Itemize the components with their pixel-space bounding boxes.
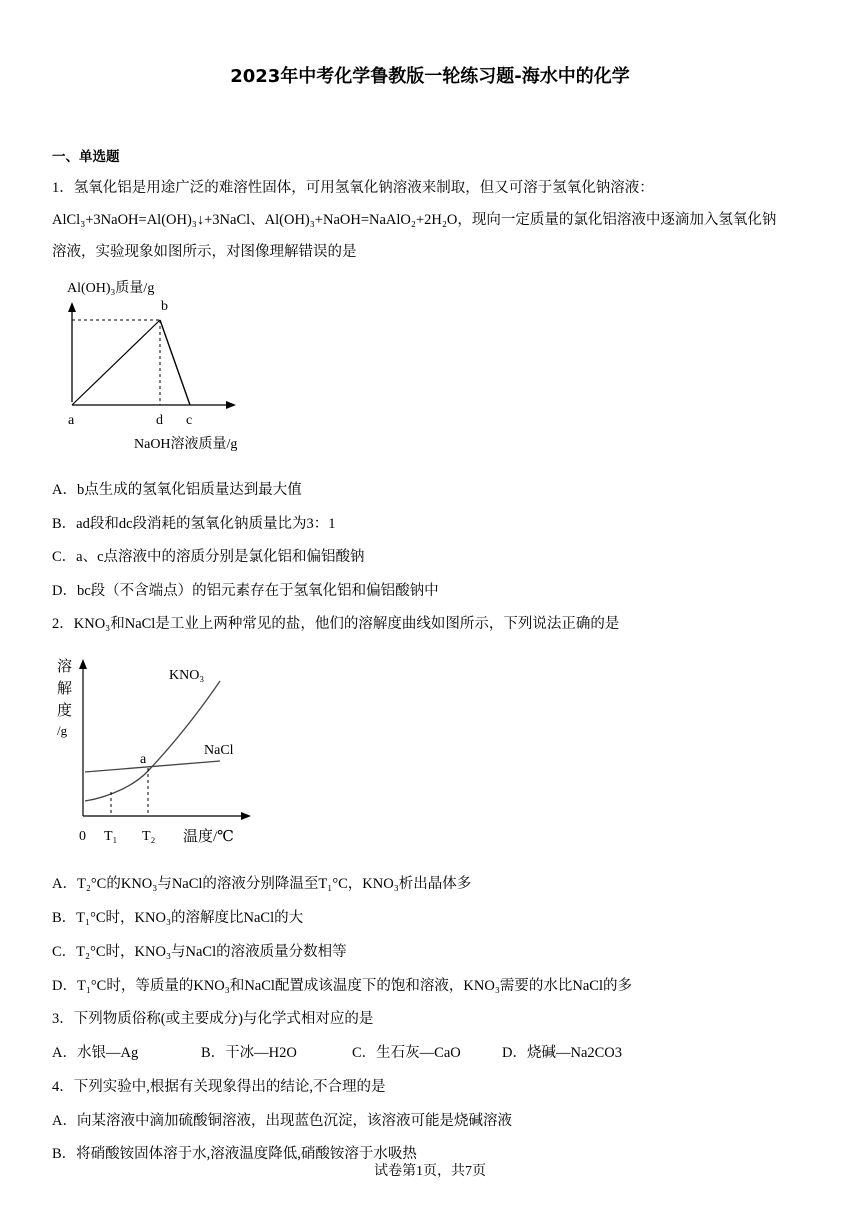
section-heading: 一、单选题 — [52, 149, 120, 165]
q2-option-b: B．T₁°C时，KNO₃的溶解度比NaCl的大 — [52, 910, 304, 926]
q1-stem-line1: 1．氢氧化铝是用途广泛的难溶性固体，可用氢氧化钠溶液来制取，但又可溶于氢氧化钠溶液： — [52, 180, 654, 196]
q2-stem: 2．KNO₃和NaCl是工业上两种常见的盐，他们的溶解度曲线如图所示，下列说法正确的是 — [52, 616, 620, 632]
q2-chart-xlabel: 温度/℃ — [183, 829, 234, 845]
q2-chart — [55, 653, 270, 853]
q2-option-c: C．T₂°C时，KNO₃与NaCl的溶液质量分数相等 — [52, 944, 347, 960]
q2-ylabel-2: 解 — [57, 681, 73, 697]
q1-option-c: C．a、c点溶液中的溶质分别是氯化铝和偏铝酸钠 — [52, 549, 365, 565]
q2-series-kno3: KNO₃ — [169, 668, 205, 683]
page-footer: 试卷第1页，共7页 — [374, 1164, 486, 1179]
q2-point-a: a — [140, 752, 147, 767]
q1-point-c: c — [186, 413, 193, 428]
q1-x-arrow — [226, 401, 236, 409]
q4-option-a: A．向某溶液中滴加硫酸铜溶液，出现蓝色沉淀，该溶液可能是烧碱溶液 — [52, 1113, 512, 1129]
q2-tick-t2: T₂ — [142, 829, 156, 844]
q4-option-b: B．将硝酸铵固体溶于水,溶液温度降低,硝酸铵溶于水吸热 — [52, 1146, 417, 1162]
q3-option-d: D．烧碱—Na2CO3 — [502, 1045, 623, 1061]
q1-option-d: D．bc段（不含端点）的铝元素存在于氢氧化铝和偏铝酸钠中 — [52, 583, 439, 599]
q2-option-d: D．T₁°C时，等质量的KNO₃和NaCl配置成该温度下的饱和溶液，KNO₃需要的水比NaCl的多 — [52, 978, 633, 994]
q1-y-arrow — [68, 302, 76, 312]
q1-point-d: d — [156, 413, 163, 428]
q1-stem-line2: AlCl₃+3NaOH=Al(OH)₃↓+3NaCl、Al(OH)₃+NaOH=NaAlO₂+2H₂O，现向一定质量的氯化铝溶液中逐滴加入氢氧化钠 — [52, 212, 777, 228]
q2-series-nacl: NaCl — [204, 743, 234, 758]
q1-curve-fall — [160, 320, 190, 405]
q2-ylabel-3: 度 — [57, 703, 73, 719]
q1-point-a: a — [68, 413, 75, 428]
q1-chart — [60, 272, 260, 457]
q3-option-c: C．生石灰—CaO — [352, 1045, 461, 1061]
q2-tick-0: 0 — [79, 829, 86, 844]
q1-curve-rise — [72, 320, 160, 405]
page-title: 2023年中考化学鲁教版一轮练习题-海水中的化学 — [230, 66, 630, 87]
q2-ylabel-1: 溶 — [57, 659, 73, 675]
q2-curve-nacl — [85, 761, 220, 772]
q1-chart-ylabel: Al(OH)₃质量/g — [67, 281, 155, 296]
q1-chart-xlabel: NaOH溶液质量/g — [134, 437, 238, 452]
q3-stem: 3．下列物质俗称(或主要成分)与化学式相对应的是 — [52, 1011, 374, 1027]
q2-ylabel-4: /g — [57, 723, 68, 738]
q1-option-b: B．ad段和dc段消耗的氢氧化钠质量比为3：1 — [52, 516, 336, 532]
q1-option-a: A．b点生成的氢氧化铝质量达到最大值 — [52, 482, 302, 498]
q1-stem-line3: 溶液，实验现象如图所示，对图像理解错误的是 — [52, 244, 357, 260]
q2-tick-t1: T₁ — [104, 829, 118, 844]
q1-point-b: b — [161, 299, 168, 314]
q2-y-arrow — [79, 659, 87, 669]
q3-option-b: B．干冰—H2O — [201, 1045, 297, 1061]
q4-stem: 4．下列实验中,根据有关现象得出的结论,不合理的是 — [52, 1079, 386, 1095]
q2-x-arrow — [241, 812, 251, 820]
q3-option-a: A．水银—Ag — [52, 1045, 139, 1061]
q2-curve-kno3 — [85, 681, 220, 801]
q2-option-a: A．T₂°C的KNO₃与NaCl的溶液分别降温至T₁°C，KNO₃析出晶体多 — [52, 876, 472, 892]
